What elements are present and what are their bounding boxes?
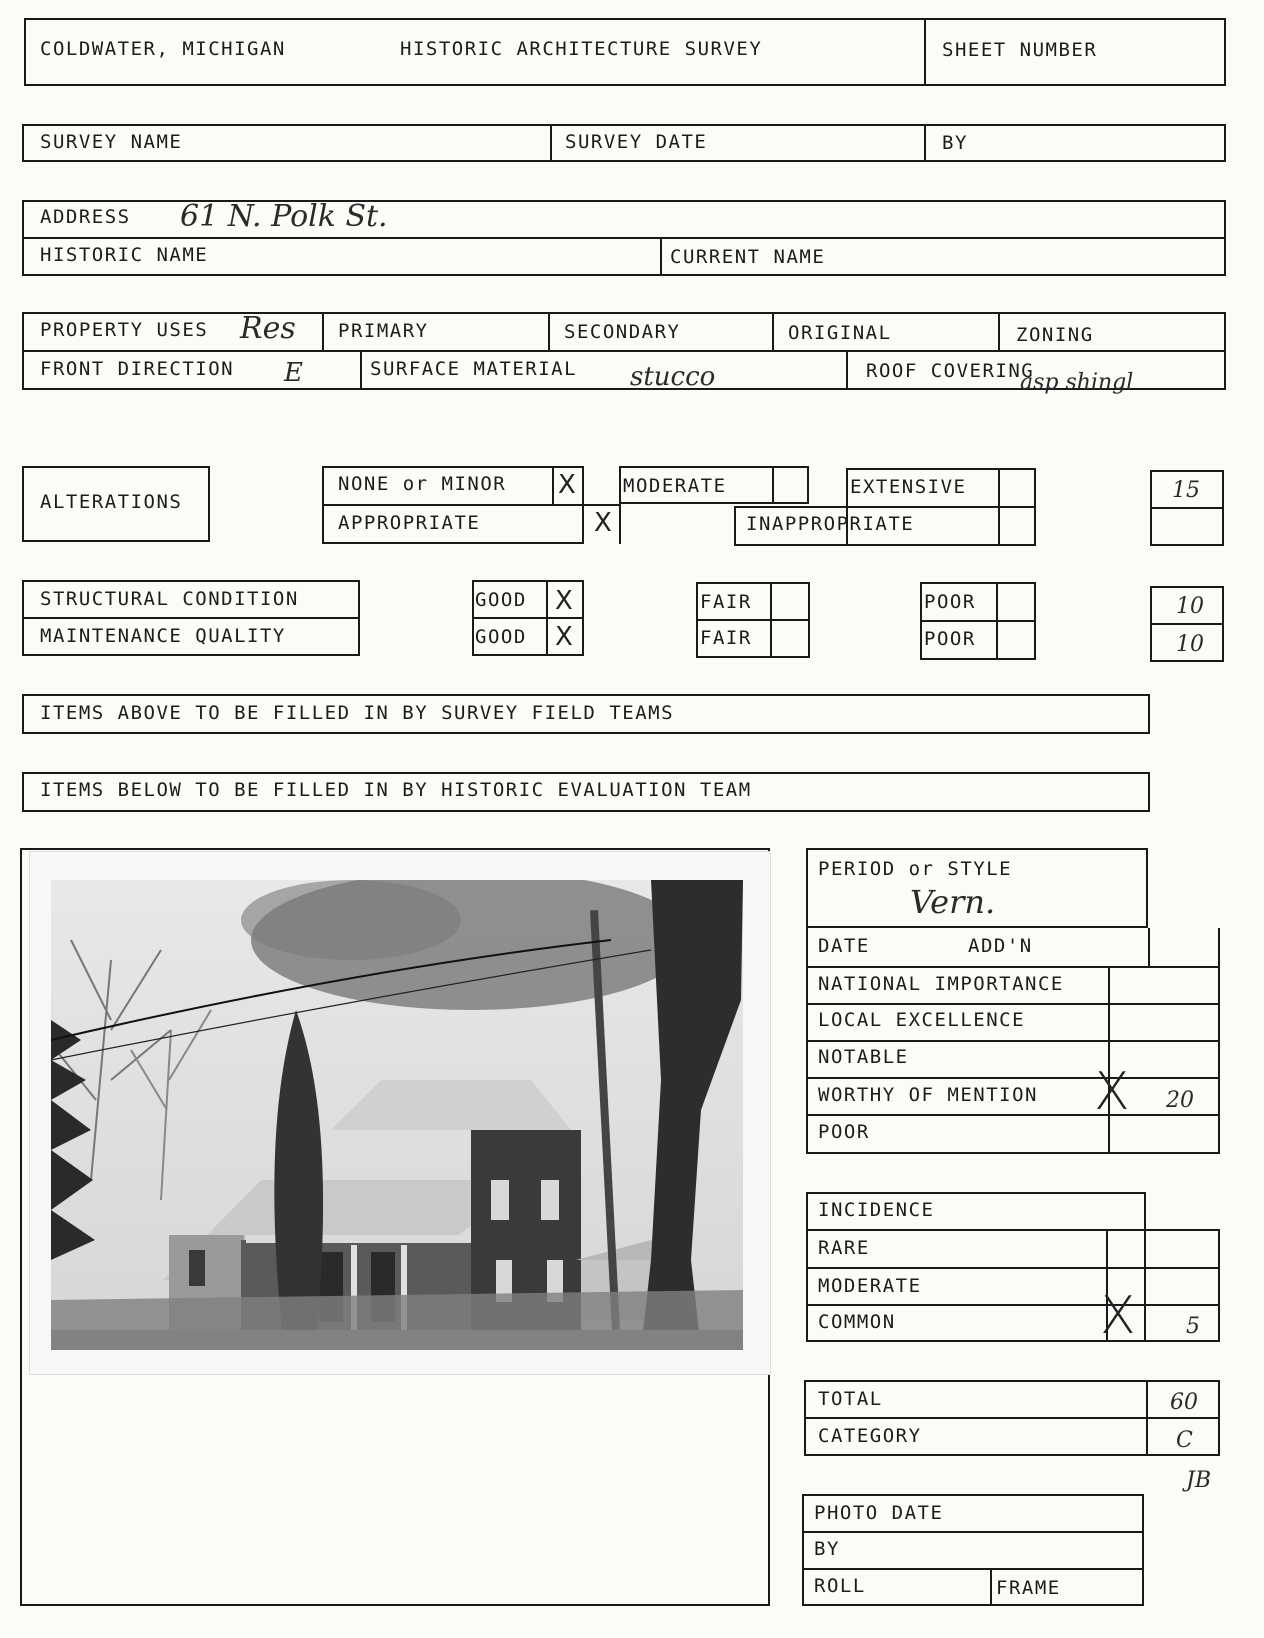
- survey-by-label: BY: [942, 132, 968, 154]
- poor-check-col: [996, 582, 998, 660]
- condition-label-divider: [22, 617, 360, 619]
- maintenance-quality-label: MAINTENANCE QUALITY: [40, 625, 286, 647]
- period-style-value: Vern.: [910, 883, 996, 921]
- form-title: HISTORIC ARCHITECTURE SURVEY: [400, 38, 763, 60]
- local-excellence-label: LOCAL EXCELLENCE: [818, 1009, 1026, 1031]
- photo-date-label: PHOTO DATE: [814, 1502, 944, 1524]
- eval-row-1: [806, 966, 1220, 968]
- current-name-label: CURRENT NAME: [670, 246, 826, 268]
- inc-row-2: [806, 1267, 1220, 1269]
- poor-eval-label: POOR: [818, 1121, 870, 1143]
- secondary-label: SECONDARY: [564, 321, 681, 343]
- sheet-number-label: SHEET NUMBER: [942, 39, 1098, 61]
- zoning-label: ZONING: [1016, 324, 1094, 346]
- none-minor-divider: [322, 504, 620, 506]
- poor-label-maintenance: POOR: [924, 628, 976, 650]
- structural-condition-label: STRUCTURAL CONDITION: [40, 588, 299, 610]
- moderate-check-col: [772, 466, 774, 504]
- evaluator-initials: JB: [1186, 1468, 1211, 1493]
- none-or-minor-mark: X: [558, 470, 576, 500]
- structural-score: 10: [1176, 594, 1204, 619]
- roof-covering-value: asp shingl: [1020, 370, 1134, 395]
- category-value: C: [1176, 1428, 1193, 1453]
- national-importance-label: NATIONAL IMPORTANCE: [818, 973, 1064, 995]
- survey-name-label: SURVEY NAME: [40, 131, 183, 153]
- date-label: DATE: [818, 935, 870, 957]
- moderate-incidence-label: MODERATE: [818, 1275, 922, 1297]
- city-title: COLDWATER, MICHIGAN: [40, 38, 286, 60]
- extensive-label: EXTENSIVE: [850, 476, 967, 498]
- property-div-4: [998, 312, 1000, 350]
- survey-date-label: SURVEY DATE: [565, 131, 708, 153]
- rare-label: RARE: [818, 1237, 870, 1259]
- inc-row-1: [806, 1229, 1220, 1231]
- eval-row-3: [806, 1040, 1220, 1042]
- items-below-note: ITEMS BELOW TO BE FILLED IN BY HISTORIC EVALUATION TEAM: [40, 779, 752, 801]
- good-divider: [472, 617, 584, 619]
- appropriate-label: APPROPRIATE: [338, 512, 481, 534]
- poor-divider: [920, 620, 1036, 622]
- total-value: 60: [1170, 1390, 1198, 1415]
- poor-label-structural: POOR: [924, 591, 976, 613]
- photo-info-row-1: [802, 1531, 1144, 1533]
- surface-material-label: SURFACE MATERIAL: [370, 358, 578, 380]
- roll-label: ROLL: [814, 1575, 866, 1597]
- survey-divider-1: [550, 124, 552, 162]
- front-direction-value: E: [284, 358, 303, 388]
- total-label: TOTAL: [818, 1388, 883, 1410]
- moderate-label: MODERATE: [623, 475, 727, 497]
- alterations-score: 15: [1172, 478, 1200, 503]
- totals-col: [1146, 1380, 1148, 1456]
- property-div-3: [772, 312, 774, 350]
- survey-divider-2: [924, 124, 926, 162]
- property-uses-value: Res: [240, 311, 296, 346]
- house-photo-image: [51, 880, 743, 1350]
- photo-by-label: BY: [814, 1538, 840, 1560]
- property-row-divider: [22, 350, 1226, 352]
- original-label: ORIGINAL: [788, 322, 892, 344]
- totals-divider: [804, 1417, 1220, 1419]
- period-style-label: PERIOD or STYLE: [818, 858, 1013, 880]
- eval-row-2: [806, 1003, 1220, 1005]
- worthy-of-mention-score: 20: [1166, 1088, 1194, 1113]
- maintenance-good-mark: X: [555, 622, 573, 652]
- eval-row-5: [806, 1114, 1220, 1116]
- good-check-col: [546, 580, 548, 656]
- address-col-divider: [660, 237, 662, 276]
- property-div-1: [322, 312, 324, 350]
- house-photograph: [30, 852, 770, 1374]
- structural-good-mark: X: [555, 586, 573, 616]
- photo-info-row-2: [802, 1568, 1144, 1570]
- good-label-maintenance: GOOD: [475, 626, 527, 648]
- common-score: 5: [1186, 1314, 1200, 1339]
- inc-row-3: [806, 1304, 1220, 1306]
- fair-check-col: [770, 582, 772, 658]
- worthy-of-mention-label: WORTHY OF MENTION: [818, 1084, 1038, 1106]
- property-div-2: [548, 312, 550, 350]
- address-row-divider: [22, 237, 1226, 239]
- items-above-note: ITEMS ABOVE TO BE FILLED IN BY SURVEY FIELD TEAMS: [40, 702, 675, 724]
- inappropriate-bottom: [734, 544, 1036, 546]
- alterations-score-divider: [1150, 507, 1224, 509]
- front-direction-label: FRONT DIRECTION: [40, 358, 235, 380]
- frame-label: FRAME: [996, 1577, 1061, 1599]
- inappropriate-left: [734, 506, 736, 546]
- property-div-5: [360, 350, 362, 390]
- incidence-label: INCIDENCE: [818, 1199, 935, 1221]
- extensive-divider: [734, 506, 1036, 508]
- worthy-of-mention-mark: X: [1094, 1062, 1130, 1122]
- maintenance-score: 10: [1176, 632, 1204, 657]
- addn-label: ADD'N: [968, 935, 1033, 957]
- roof-covering-label: ROOF COVERING: [866, 360, 1035, 382]
- fair-label-structural: FAIR: [700, 591, 752, 613]
- inc-right-edge: [1218, 1229, 1220, 1342]
- common-label: COMMON: [818, 1311, 896, 1333]
- appropriate-mark: X: [594, 508, 612, 538]
- historic-name-label: HISTORIC NAME: [40, 244, 209, 266]
- inc-row-4: [1146, 1340, 1220, 1342]
- condition-score-divider: [1150, 623, 1224, 625]
- none-or-minor-label: NONE or MINOR: [338, 473, 507, 495]
- photo-info-col: [990, 1568, 992, 1606]
- alterations-label: ALTERATIONS: [40, 491, 183, 513]
- common-mark: X: [1100, 1286, 1136, 1346]
- fair-label-maintenance: FAIR: [700, 627, 752, 649]
- eval-row-4: [806, 1077, 1220, 1079]
- good-label-structural: GOOD: [475, 589, 527, 611]
- inappropriate-label: INAPPROPRIATE: [746, 513, 915, 535]
- primary-label: PRIMARY: [338, 320, 429, 342]
- property-div-6: [846, 350, 848, 390]
- surface-material-value: stucco: [630, 362, 716, 392]
- category-label: CATEGORY: [818, 1425, 922, 1447]
- fair-divider: [696, 619, 810, 621]
- address-label: ADDRESS: [40, 206, 131, 228]
- address-value: 61 N. Polk St.: [180, 199, 388, 234]
- notable-label: NOTABLE: [818, 1046, 909, 1068]
- evaluation-right-of-label: [1148, 928, 1150, 966]
- header-divider: [924, 18, 926, 86]
- none-minor-check-col: [552, 466, 554, 504]
- eval-check-col: [1108, 966, 1110, 1154]
- property-uses-label: PROPERTY USES: [40, 319, 209, 341]
